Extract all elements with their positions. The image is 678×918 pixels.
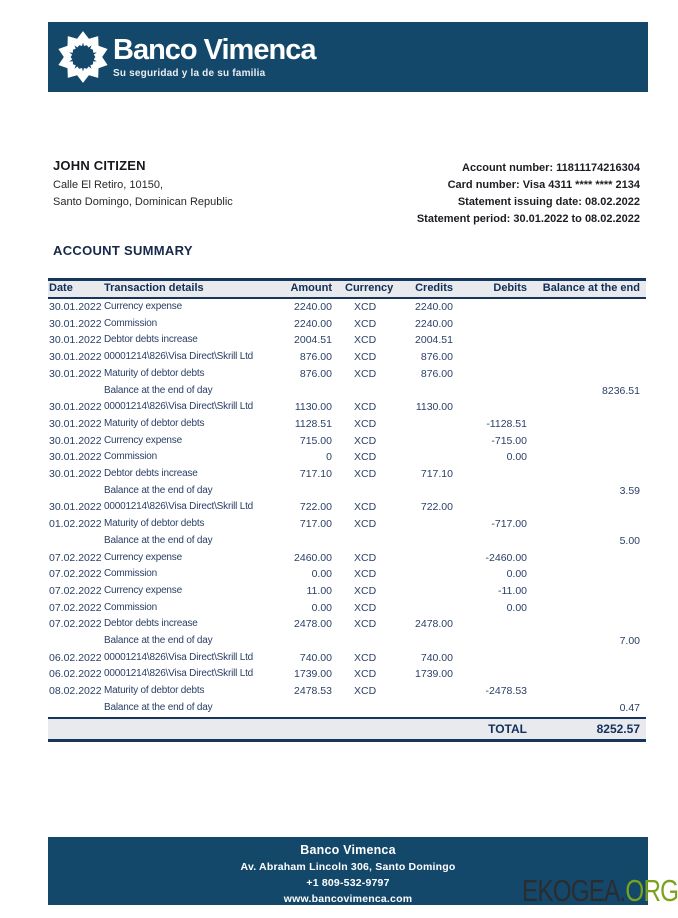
cell-amount: 715.00 (299, 434, 332, 447)
cell-debits (453, 349, 527, 366)
cell-debits (453, 700, 527, 718)
footer-address: Av. Abraham Lincoln 306, Santo Domingo (240, 861, 456, 873)
cell-debits: 0.00 (506, 451, 527, 464)
total-label: TOTAL (488, 721, 527, 736)
cell-date (48, 383, 104, 400)
table-header-row (48, 280, 646, 299)
cell-date: 06.02.2022 (49, 668, 102, 681)
cell-balance (527, 550, 646, 567)
cell-balance (527, 683, 646, 700)
cell-currency (332, 383, 407, 400)
cell-credits (407, 550, 453, 567)
cell-credits (407, 449, 453, 466)
cell-date: 07.02.2022 (49, 584, 102, 597)
statement-period-line: Statement period: 30.01.2022 to 08.02.2022 (416, 213, 640, 225)
col-header-date: Date (49, 282, 73, 294)
cell-debits: -2478.53 (485, 685, 527, 698)
cell-balance (527, 583, 646, 600)
cell-date: 30.01.2022 (49, 301, 102, 313)
account-number-line: Account number: 11811174216304 (462, 162, 640, 174)
cell-balance (527, 316, 646, 333)
cell-balance (527, 416, 646, 433)
cell-balance (527, 650, 646, 667)
table-row (48, 298, 646, 316)
cell-date (48, 633, 104, 650)
cell-credits: 2478.00 (415, 618, 453, 631)
cell-credits: 717.10 (420, 468, 453, 481)
table-row (48, 466, 646, 483)
cell-date: 06.02.2022 (49, 651, 102, 664)
customer-block (53, 158, 233, 211)
cell-currency: XCD (354, 551, 377, 564)
brand-tagline: Su seguridad y la de su familia (113, 67, 266, 79)
cell-currency: XCD (354, 618, 377, 631)
cell-details: 00001214\826\Visa Direct\Skrill Ltd (104, 351, 254, 363)
col-header-debits: Debits (493, 282, 527, 294)
balance-row (48, 700, 646, 718)
table-row (48, 600, 646, 617)
cell-credits: 876.00 (420, 351, 453, 364)
brand-name: Banco Vimenca (113, 33, 316, 66)
cell-date: 30.01.2022 (49, 451, 102, 464)
cell-credits: 1130.00 (415, 401, 453, 414)
balance-row (48, 533, 646, 550)
cell-debits (453, 633, 527, 650)
cell-balance: 7.00 (619, 635, 640, 648)
cell-currency: XCD (354, 568, 377, 581)
table-row (48, 566, 646, 583)
cell-date: 30.01.2022 (49, 351, 102, 364)
table-row (48, 616, 646, 633)
cell-currency: XCD (354, 417, 377, 430)
cell-credits (407, 483, 453, 500)
cell-date: 30.01.2022 (49, 468, 102, 481)
cell-debits (453, 366, 527, 383)
cell-debits: -717.00 (491, 518, 527, 531)
cell-balance (527, 566, 646, 583)
watermark-green: ORG (625, 873, 678, 908)
cell-amount: 0.00 (311, 568, 332, 581)
cell-date: 07.02.2022 (49, 568, 102, 581)
cell-amount: 2004.51 (294, 334, 332, 347)
cell-details: Balance at the end of day (104, 534, 213, 546)
cell-credits (407, 633, 453, 650)
cell-balance: 8236.51 (602, 384, 640, 397)
col-header-balance: Balance at the end (542, 282, 640, 294)
cell-amount: 0 (326, 451, 332, 464)
cell-credits: 2240.00 (415, 301, 453, 313)
cell-details: 00001214\826\Visa Direct\Skrill Ltd (104, 501, 254, 513)
cell-balance (527, 332, 646, 349)
table-row (48, 433, 646, 450)
table-row (48, 583, 646, 600)
cell-debits: 0.00 (506, 568, 527, 581)
cell-balance (527, 298, 646, 316)
cell-credits: 2004.51 (415, 334, 453, 347)
total-spacer (48, 718, 453, 741)
customer-address-line1: Calle El Retiro, 10150, (53, 179, 164, 191)
cell-debits (453, 332, 527, 349)
cell-balance: 5.00 (619, 534, 640, 547)
cell-currency: XCD (354, 351, 377, 364)
cell-credits (407, 700, 453, 718)
bank-starburst-logo-icon (55, 29, 111, 85)
cell-credits (407, 433, 453, 450)
cell-details: Commission (104, 451, 158, 463)
watermark-dark: EKOGEA. (521, 873, 626, 908)
cell-amount: 717.00 (299, 518, 332, 531)
header-brand-band (48, 22, 648, 92)
cell-currency: XCD (354, 518, 377, 531)
total-row (48, 718, 646, 741)
cell-credits: 2240.00 (415, 317, 453, 330)
cell-details: Commission (104, 568, 158, 580)
cell-details: Commission (104, 317, 158, 329)
cell-balance (527, 616, 646, 633)
cell-details: Maturity of debtor debts (104, 417, 205, 429)
cell-date: 30.01.2022 (49, 317, 102, 330)
cell-balance (527, 499, 646, 516)
cell-amount (282, 533, 332, 550)
table-row (48, 332, 646, 349)
cell-debits (453, 650, 527, 667)
cell-currency: XCD (354, 334, 377, 347)
cell-credits: 1739.00 (415, 668, 453, 681)
cell-date: 08.02.2022 (49, 685, 102, 698)
cell-balance (527, 466, 646, 483)
cell-details: Currency expense (104, 301, 182, 312)
balance-row (48, 483, 646, 500)
cell-details: Balance at the end of day (104, 701, 213, 713)
cell-currency: XCD (354, 468, 377, 481)
cell-credits (407, 416, 453, 433)
footer-website: www.bancovimenca.com (283, 893, 413, 905)
cell-currency: XCD (354, 301, 377, 313)
cell-debits (453, 298, 527, 316)
statement-issue-date-line: Statement issuing date: 08.02.2022 (457, 196, 640, 208)
cell-amount: 11.00 (306, 584, 332, 597)
table-row (48, 650, 646, 667)
cell-details: Maturity of debtor debts (104, 367, 205, 379)
cell-balance (527, 349, 646, 366)
cell-debits: -1128.51 (486, 417, 527, 430)
cell-details: Maturity of debtor debts (104, 518, 205, 530)
cell-credits: 722.00 (420, 501, 453, 514)
cell-balance (527, 399, 646, 416)
cell-amount (282, 383, 332, 400)
col-header-currency: Currency (345, 282, 394, 294)
table-row (48, 666, 646, 683)
cell-details: Debtor debts increase (104, 468, 198, 480)
cell-balance (527, 600, 646, 617)
card-number-line: Card number: Visa 4311 **** **** 2134 (447, 179, 640, 191)
customer-address (53, 177, 233, 211)
cell-credits (407, 683, 453, 700)
cell-amount: 2240.00 (294, 317, 332, 330)
cell-debits (453, 666, 527, 683)
cell-balance (527, 666, 646, 683)
cell-currency: XCD (354, 434, 377, 447)
transactions-body (48, 298, 646, 718)
footer-phone: +1 809-532-9797 (306, 877, 390, 889)
transactions-table-wrap (48, 278, 646, 742)
cell-debits (453, 616, 527, 633)
cell-details: 00001214\826\Visa Direct\Skrill Ltd (104, 651, 254, 663)
cell-debits (453, 499, 527, 516)
brand-block (113, 33, 316, 79)
col-header-details: Transaction details (104, 282, 204, 294)
table-row (48, 516, 646, 533)
cell-amount: 2240.00 (294, 301, 332, 313)
cell-date: 30.01.2022 (49, 334, 102, 347)
cell-debits (453, 483, 527, 500)
cell-currency: XCD (354, 584, 377, 597)
table-row (48, 399, 646, 416)
cell-details: Maturity of debtor debts (104, 685, 205, 697)
cell-details: Balance at the end of day (104, 635, 213, 647)
cell-currency: XCD (354, 601, 377, 614)
cell-credits: 740.00 (420, 651, 453, 664)
col-header-credits: Credits (415, 282, 453, 294)
table-row (48, 366, 646, 383)
cell-amount: 876.00 (299, 367, 332, 380)
cell-details: Currency expense (104, 584, 182, 596)
table-row (48, 349, 646, 366)
cell-date: 30.01.2022 (49, 367, 102, 380)
cell-balance: 0.47 (619, 701, 640, 714)
total-value: 8252.57 (596, 721, 640, 736)
cell-currency: XCD (354, 685, 377, 698)
cell-debits: -715.00 (491, 434, 527, 447)
cell-details: Debtor debts increase (104, 334, 198, 346)
cell-date: 30.01.2022 (49, 401, 102, 414)
cell-balance (527, 366, 646, 383)
cell-currency (332, 483, 407, 500)
cell-credits (407, 566, 453, 583)
cell-amount: 740.00 (299, 651, 332, 664)
cell-date (48, 700, 104, 718)
cell-credits: 876.00 (420, 367, 453, 380)
cell-amount (282, 633, 332, 650)
cell-debits: -2460.00 (485, 551, 527, 564)
cell-date: 07.02.2022 (49, 601, 102, 614)
transactions-table (48, 278, 646, 742)
cell-amount: 717.10 (299, 468, 332, 481)
cell-details: Currency expense (104, 434, 182, 446)
cell-balance (527, 433, 646, 450)
cell-amount: 1130.00 (294, 401, 332, 414)
cell-details: Balance at the end of day (104, 384, 213, 396)
cell-details: Debtor debts increase (104, 618, 198, 630)
cell-amount: 1128.51 (294, 417, 332, 430)
cell-amount (282, 483, 332, 500)
cell-amount: 2460.00 (294, 551, 332, 564)
cell-amount: 2478.53 (294, 685, 332, 698)
cell-details: Commission (104, 601, 158, 613)
cell-date (48, 533, 104, 550)
cell-currency: XCD (354, 367, 377, 380)
cell-amount: 1739.00 (294, 668, 332, 681)
cell-details: 00001214\826\Visa Direct\Skrill Ltd (104, 668, 254, 680)
cell-amount: 876.00 (299, 351, 332, 364)
cell-currency: XCD (354, 317, 377, 330)
balance-row (48, 383, 646, 400)
cell-credits (407, 533, 453, 550)
cell-date: 30.01.2022 (49, 434, 102, 447)
cell-currency (332, 533, 407, 550)
cell-date (48, 483, 104, 500)
cell-debits (453, 383, 527, 400)
footer-bank-name: Banco Vimenca (300, 843, 396, 857)
table-row (48, 449, 646, 466)
cell-credits (407, 600, 453, 617)
cell-currency: XCD (354, 451, 377, 464)
cell-currency: XCD (354, 668, 377, 681)
cell-currency: XCD (354, 401, 377, 414)
cell-credits (407, 516, 453, 533)
cell-amount (282, 700, 332, 718)
cell-date: 30.01.2022 (49, 501, 102, 514)
account-info-block (417, 160, 640, 228)
table-row (48, 499, 646, 516)
cell-currency: XCD (354, 651, 377, 664)
cell-debits (453, 533, 527, 550)
watermark (521, 873, 678, 908)
cell-date: 07.02.2022 (49, 618, 102, 631)
cell-balance: 3.59 (619, 484, 640, 497)
cell-amount: 0.00 (311, 601, 332, 614)
cell-amount: 722.00 (299, 501, 332, 514)
cell-details: Currency expense (104, 551, 182, 563)
cell-debits (453, 316, 527, 333)
cell-date: 30.01.2022 (49, 417, 102, 430)
table-row (48, 683, 646, 700)
cell-balance (527, 516, 646, 533)
cell-debits (453, 466, 527, 483)
cell-details: 00001214\826\Visa Direct\Skrill Ltd (104, 401, 254, 413)
cell-balance (527, 449, 646, 466)
table-row (48, 316, 646, 333)
customer-address-line2: Santo Domingo, Dominican Republic (53, 196, 233, 208)
cell-date: 01.02.2022 (49, 518, 102, 531)
cell-currency (332, 633, 407, 650)
customer-name: JOHN CITIZEN (53, 158, 146, 173)
cell-date: 07.02.2022 (49, 551, 102, 564)
cell-currency (332, 700, 407, 718)
cell-details: Balance at the end of day (104, 484, 213, 496)
cell-debits: -11.00 (498, 584, 527, 597)
cell-amount: 2478.00 (294, 618, 332, 631)
table-row (48, 550, 646, 567)
col-header-amount: Amount (290, 282, 332, 294)
cell-credits (407, 583, 453, 600)
cell-currency: XCD (354, 501, 377, 514)
account-summary-title: ACCOUNT SUMMARY (53, 243, 193, 258)
cell-credits (407, 383, 453, 400)
table-row (48, 416, 646, 433)
cell-debits: 0.00 (506, 601, 527, 614)
cell-debits (453, 399, 527, 416)
balance-row (48, 633, 646, 650)
